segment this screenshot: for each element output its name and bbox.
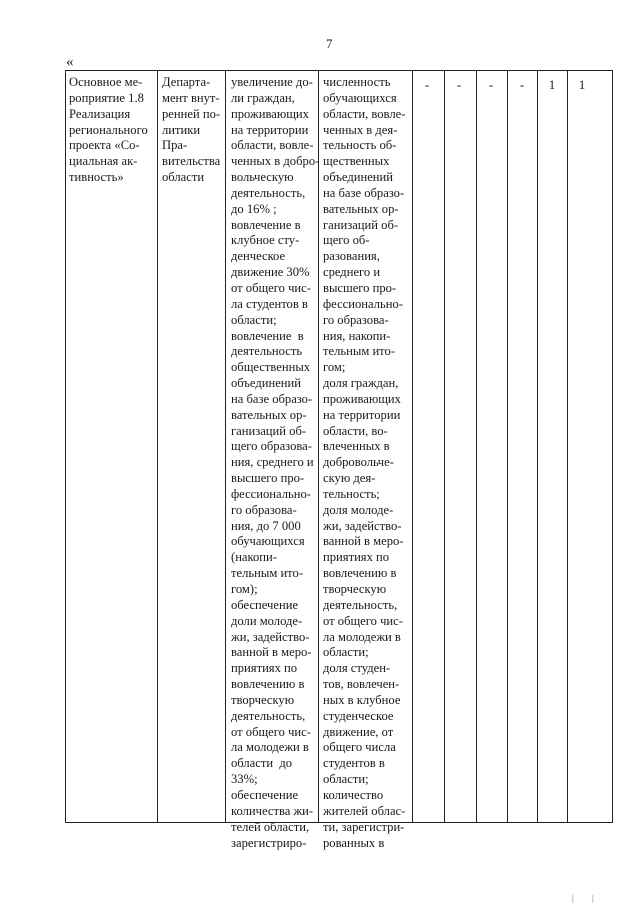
cell-value-4: - [519,77,525,92]
cell-value-6: 1 [578,77,586,92]
cell-value-2: - [456,77,462,92]
column-divider [444,70,445,823]
column-divider [612,70,613,823]
column-divider [225,70,226,823]
table-top-border [65,70,613,71]
cell-executor: Департа- мент внут- ренней по- литики Пра- вительства области [162,75,221,185]
column-divider [537,70,538,823]
cell-value-1: - [424,77,430,92]
cell-value-5: 1 [548,77,556,92]
cell-value-3: - [488,77,494,92]
column-divider [476,70,477,823]
column-divider [157,70,158,823]
cell-activity-name: Основное ме- роприятие 1.8 Реализация регионального проекта «Со- циальная ак- тивность» [69,75,148,185]
column-divider [507,70,508,823]
column-divider [412,70,413,823]
scan-marks: | | [572,893,602,903]
opening-quote: « [66,54,74,70]
column-divider [567,70,568,823]
cell-expected-result: увеличение до- ли граждан, проживающих на территории области, вовле- ченных в добро- вольческую деятельность, до 16% ; вовлечение в клубное сту- денческое движение 30% от общего чис- ла студентов в области; вовлечение в деятельность общественных объединений на базе образо- вательных ор- ганизаций об- щего образова- ния, среднего и высшего про- фессионально- го образова- ния, до 7 000 обучающихся (накопи- тельным ито- гом); обеспечение доли молоде- жи, задейство- ванной в меро- приятиях по вовлечению в творческую деятельность, от общего чис- ла молодежи в области до 33%; обеспечение количества жи- телей области, зарегистриро- [231,75,320,850]
cell-indicators: численность обучающихся области, вовле- ченных в дея- тельность об- щественных объединений на базе образо- вательных ор- ганизаций об- щего об- разования, среднего и высшего про- фессионально- го образова- ния, накопи- тельным ито- гом; доля граждан, проживающих на территории области, во- влеченных в добровольче- скую дея- тельность; доля молоде- жи, задейство- ванной в меро- приятиях по вовлечению в творческую деятельность, от общего чис- ла молодежи в области; доля студен- тов, вовлечен- ных в клубное студенческое движение, от общего числа студентов в области; количество жителей облас- ти, зарегистри- рованных в [323,75,406,850]
page-number: 7 [326,36,333,51]
column-divider [65,70,66,823]
